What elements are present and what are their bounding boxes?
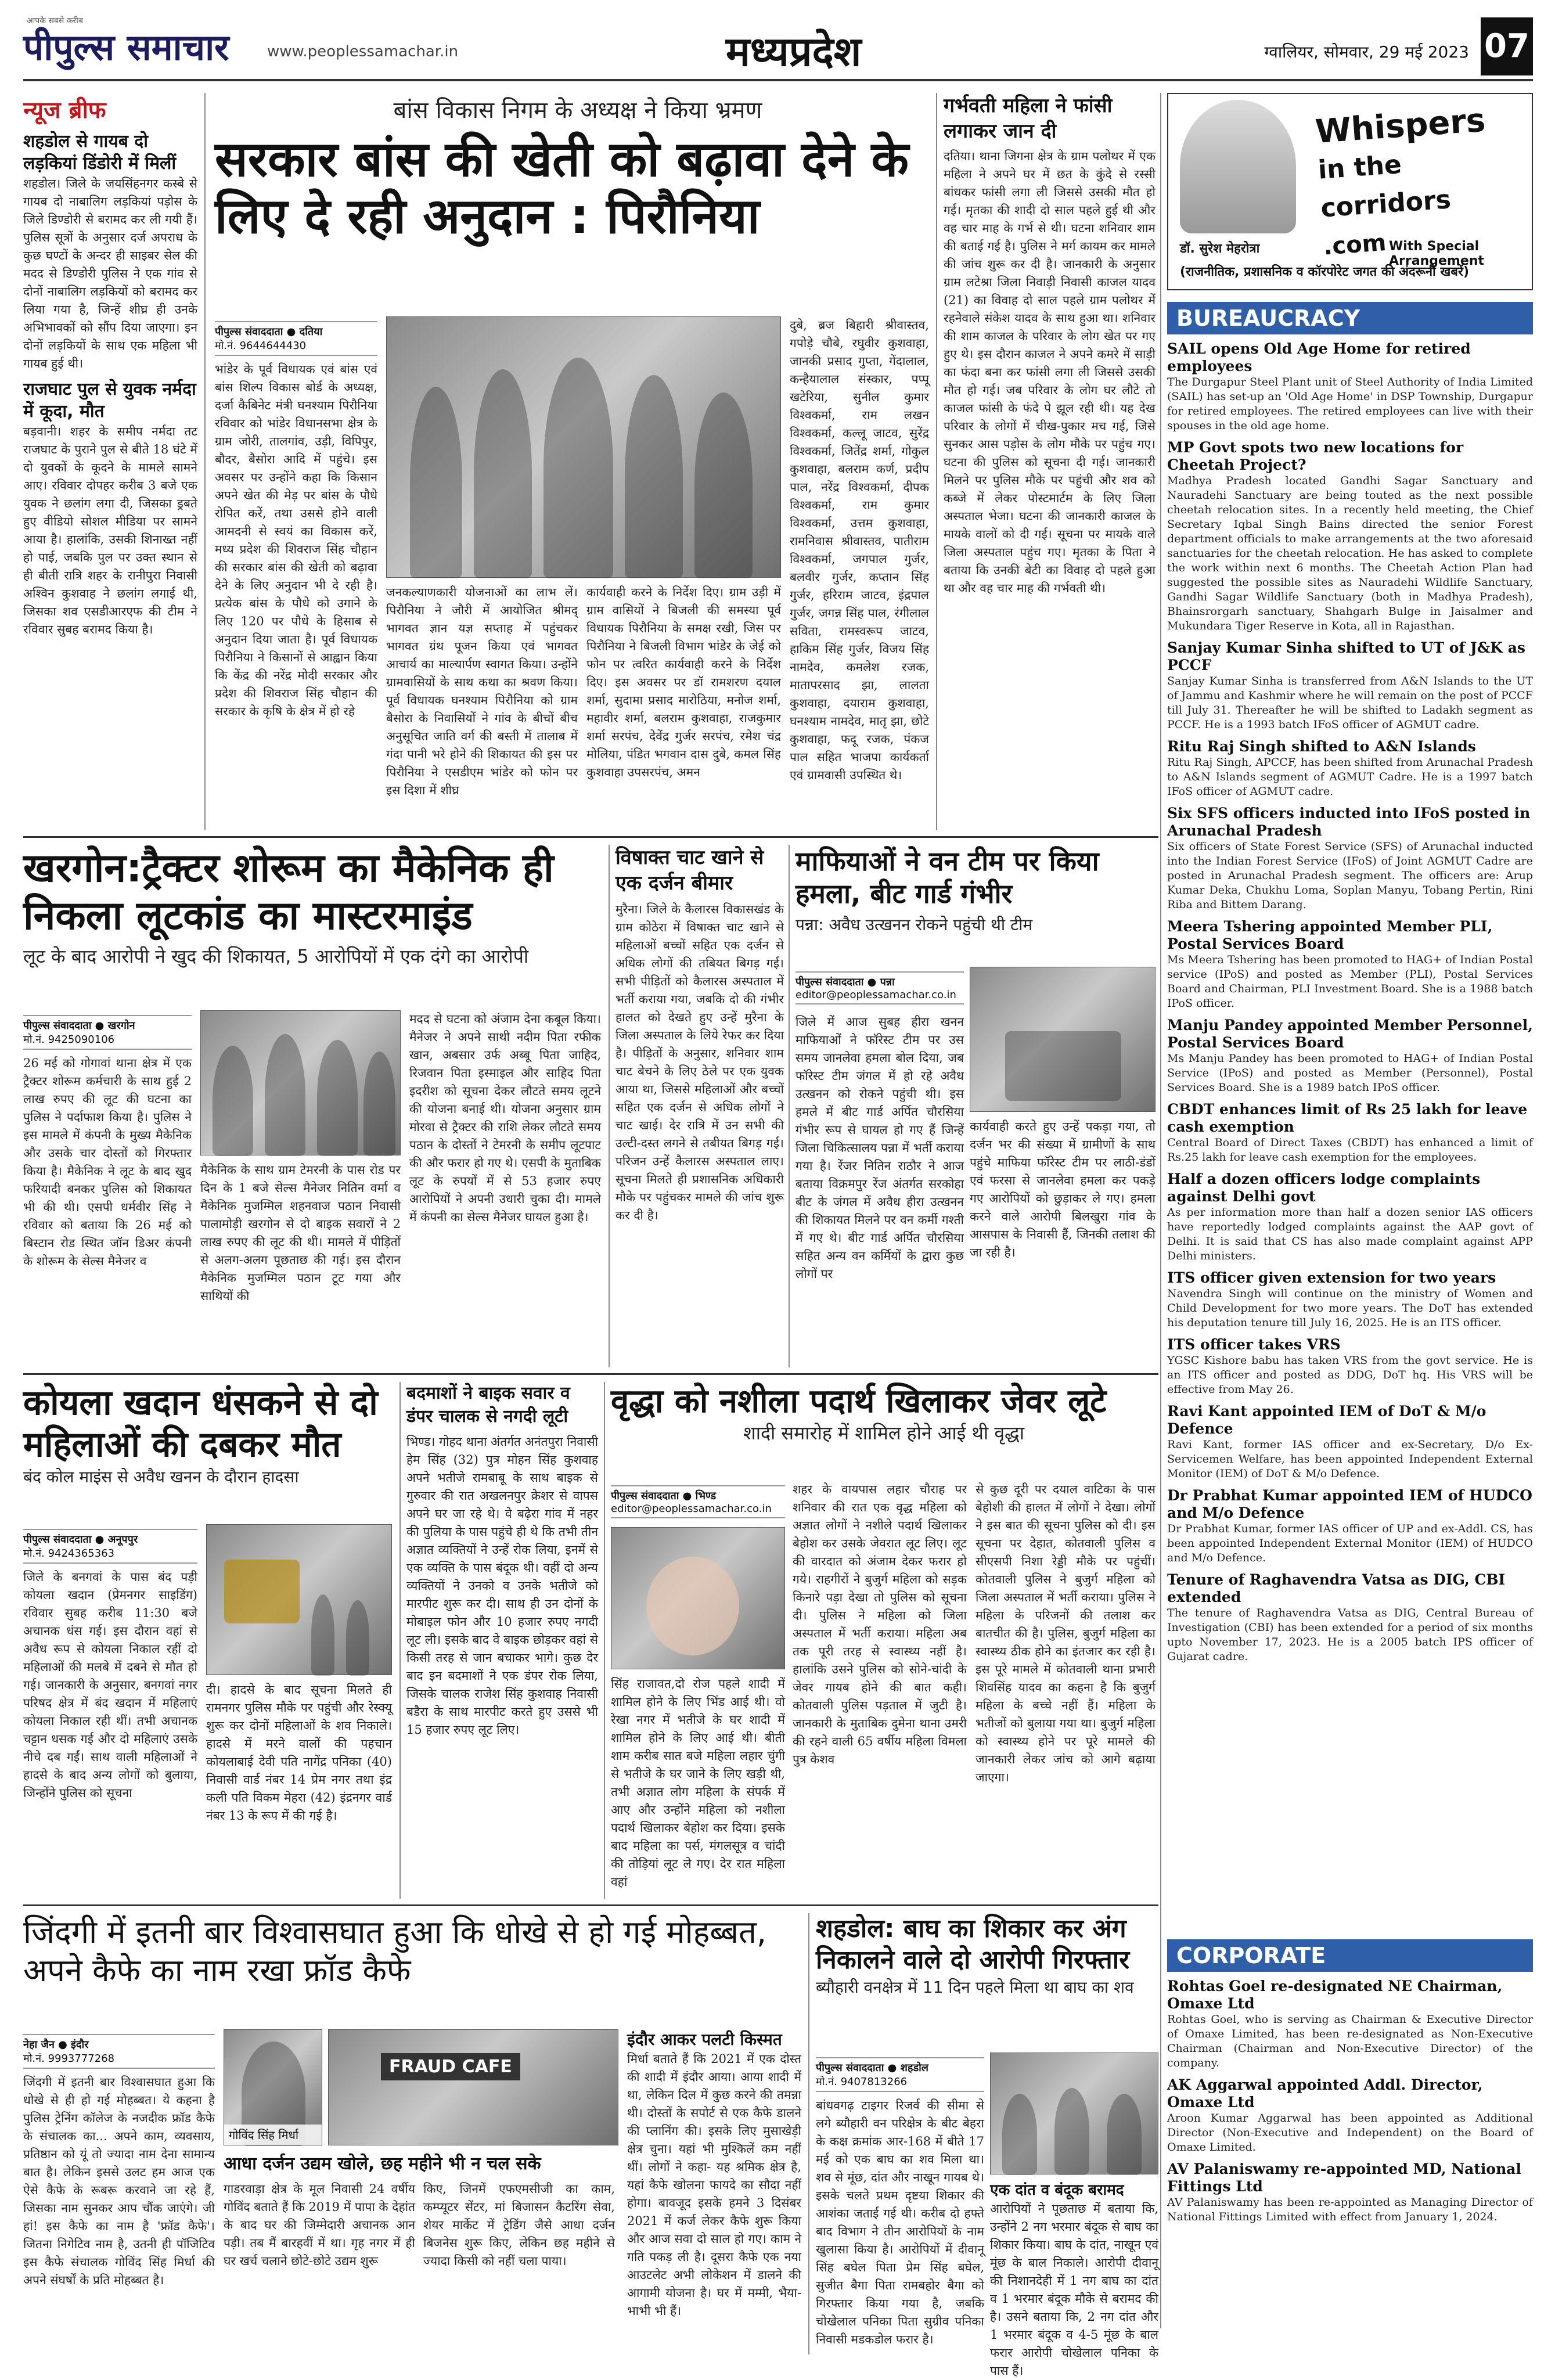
fraud-cafe-story (23, 1913, 801, 2029)
article-body: जनकल्याणकारी योजनाओं का लाभ लें। पिरौनिया ने जौरी में आयोजित श्रीमद् भागवत ज्ञान यज्ञ सप्ताह में पहुंचकर भागवत ग्रंथ पूजन किया एवं भागवत आचार्य का माल्यार्पण स्वागत किया। उन्होंने ग्रामवासियों के साथ कथा का श्रवण किया। पूर्व विधायक घनश्याम पिरौनिया को ग्राम बैसोरा के निवासियों ने गांव के बीचों बीच अनुसूचित जाति वर्ग की बस्ती में तालाब में गंदा पानी भरे होने की शिकायत की इस पर पिरौनिया ने एसडीएम भांडेर को फोन पर इस दिशा में शीघ्र (386, 585, 578, 797)
column-divider (936, 93, 937, 830)
bureaucracy-list (1167, 340, 1533, 1664)
poison-chaat-story (615, 845, 784, 1367)
news-brief-title: न्यूज ब्रीफ (23, 97, 106, 124)
photo-caption: गोविंद सिंह मिर्धा (224, 2125, 322, 2145)
cafe-owner-photo (224, 2029, 322, 2145)
column-divider (399, 1382, 401, 1899)
news-item-body: Ritu Raj Singh, APCCF, has been shifted from Arunachal Pradesh to A&N Islands segment of AGMUT Cadre. He is a 1997 batch IFoS officer of AGMUT cadre. (1167, 756, 1533, 798)
coal-column-2 (206, 1681, 392, 1899)
news-item-body: Central Board of Direct Taxes (CBDT) has enhanced a limit of Rs.25 lakh for leave cash exemption for the employees. (1167, 1136, 1533, 1164)
news-item-body: Dr Prabhat Kumar, former IAS officer of UP and ex-Addl. CS, has been appointed Independent External Monitor (IEM) of HUDCO and M/o Defence. (1167, 1522, 1533, 1564)
lead-column-3 (586, 584, 781, 827)
bureaucracy-title: BUREAUCRACY (1167, 302, 1533, 334)
khargone-photo (200, 1010, 401, 1155)
story-headline: शहडोल: बाघ का शिकार कर अंग निकालने वाले दो आरोपी गिरफ्तार (816, 1914, 1130, 1975)
article-body: जिंदगी में इतनी बार विश्वासघात हुआ कि धोखे से ही हो गई मोहब्बत। ये कहना है पुलिस ट्रेनिंग कॉलेज के नजदीक फ्रॉड कैफे के संचालक का... अपने काम, व्यवसाय, प्रतिष्ठान को यूं तो ज्यादा नाम देना सामान्य बात है। लेकिन इससे उलट हम आज एक ऐसे कैफे के रूबरू करवाने जा रहे हैं, जिसका नाम सुनकर आप चौंक जाएंगे। जी हां! इस कैफे का नाम है 'फ्रॉड कैफे'। जितना निगेटिव नाम है, उतनी ही पॉजिटिव इस कैफे संचालक गोविंद सिंह मिर्धा की अपने संघर्षों के प्रति मोहब्बत है। (23, 2075, 215, 2287)
article-body: भिण्ड। गोहद थाना अंतर्गत अनंतपुरा निवासी हेम सिंह (32) पुत्र मोहन सिंह कुशवाह अपने भतीजे रामबाबू के साथ बाइक से गुरुवार की रात अखलनपुर क्रेशर से वापस अपने घर जा रहे थे। वे बढ़ेरा गांव में नहर की पुलिया के पास पहुंचे ही थे कि तभी तीन अज्ञात व्यक्तियों ने उन्हें रोक लिया, इनमें से एक व्यक्ति के पास बंदूक थी। वहीं दो अन्य व्यक्तियों ने उनको व उनके भतीजे को मारपीट शुरू कर दी। साथ ही उन दोनों के मोबाइल फोन और 10 हजार रुपए नगदी लूट ली। इसके बाद वे बाइक छोड़कर वहां से किसी तरह से जान बचाकर भागे। कुछ देर बाद इन बदमाशों ने एक डंपर रोक लिया, जिसके चालक राजेश सिंह कुशवाह निवासी बडैरा के साथ मारपीट करते हुए उससे भी 15 हजार रुपए लूट लिए। (406, 1435, 598, 1737)
corporate-section (1167, 1939, 1533, 2346)
article-body: आरोपियों ने पूछताछ में बताया कि, उन्होंने 2 नग भरमार बंदूक से बाघ का शिकार किया। बाघ के दांत, नाखून एवं मूंछ के बाल निकाले। आरोपी दीवानू की निशानदेही में 1 नग बाघ का दांत व 1 भरमार बंदूक मौके से बरामद की है। उसने बताया कि, 2 नग दांत और 1 भरमार बंदूक व 4-5 मूंछ के बाल फरार आरोपी चोखेलाल पनिका के पास हैं। (990, 2202, 1158, 2378)
column-divider (808, 1913, 809, 2354)
news-item-body: Ravi Kant, former IAS officer and ex-Secretary, D/o Ex-Servicemen Welfare, has been appointed Independent External Monitor (IEM) of DoT & M/o Defence. (1167, 1438, 1533, 1480)
mafia-photo (970, 967, 1156, 1112)
news-item-body: As per information more than half a dozen senior IAS officers have reportedly lodged complaints against the AAP govt of Delhi. It is said that CS has also made complaint against APP Delhi ministers. (1167, 1206, 1533, 1262)
lead-column-4 (790, 316, 929, 827)
byline: पीपुल्स संवाददाता ● शहडोल मो.नं. 9407813266 (816, 2057, 984, 2092)
old-woman-story (611, 1382, 1157, 1481)
news-item-title: Dr Prabhat Kumar appointed IEM of HUDCO and M/o Defence (1167, 1487, 1532, 1521)
lead-photo (386, 316, 781, 578)
news-item-title: AK Aggarwal appointed Addl. Director, Omaxe Ltd (1167, 2076, 1483, 2111)
issue-date: ग्वालियर, सोमवार, 29 मई 2023 (1264, 42, 1469, 62)
page-number: 07 (1481, 17, 1533, 75)
news-item-body: Ms Manju Pandey has been promoted to HAG+ of Indian Postal Service (IPoS) and posted as Member (Personnel), Postal Services Board. She is a 1989 batch IPoS officer. (1167, 1052, 1533, 1094)
article-body: कार्यवाही करते हुए उन्हें पकड़ा गया, तो दर्जन भर की संख्या में ग्रामीणों के साथ पहुंचे माफिया फॉरेस्ट टीम पर लाठी-डंडों एवं फरसा से जानलेवा हमला कर पकड़े गए आरोपियों को छुड़ाकर ले गए। हमला करने वाले आरोपी बिलखुरा गांव के आसपास के निवासी हैं, जिनकी तलाश की जा रही है। (970, 1119, 1156, 1259)
row-divider (23, 836, 1158, 838)
news-item-title: SAIL opens Old Age Home for retired employees (1167, 340, 1471, 375)
article-body: किए, जिनमें एफएमसीजी का काम, कम्प्यूटर सेंटर, मां बिजासन कैटरिंग सेवा, शेयर मार्केट में ट्रेडिंग जैसे आधा दर्जन बिजनेस शुरू किए, लेकिन छह महीने से ज्यादा किसी को नहीं चला पाया। (423, 2182, 615, 2268)
story-headline: खरगोन:ट्रैक्टर शोरूम का मैकेनिक ही निकला लूटकांड का मास्टरमाइंड (23, 845, 554, 939)
story-headline: माफियाओं ने वन टीम पर किया हमला, बीट गार्ड गंभीर (796, 845, 1099, 909)
story-headline: जिंदगी में इतनी बार विश्वासघात हुआ कि धोखे से हो गई मोहब्बत, अपने कैफे का नाम रखा फ्रॉड कैफे (23, 1914, 767, 1989)
news-item-body: The tenure of Raghavendra Vatsa as DIG, Central Bureau of Investigation (CBI) has been extended for a period of six months upto November 17, 2023. He is a 2005 batch IPS officer of Gujarat cadre. (1167, 1607, 1533, 1663)
news-item-body: Aroon Kumar Aggarwal has been appointed as Additional Director (Non-Executive and Independent) on the Board of Omaxe Limited. (1167, 2112, 1533, 2154)
news-item-body: Madhya Pradesh located Gandhi Sagar Sanctuary and Nauradehi Sanctuary are being touted as the next possible cheetah relocation sites. In a recently held meeting, the Chief Secretary Iqbal Singh Bains directed the senior Forest department officials to make arrangements at the two aforesaid sanctuaries for the cheetah relocation. He has asked to complete the work within next 6 months. The Cheetah Action Plan had suggested the possible sites as Nauradehi Wildlife Sanctuary, Gandhi Sagar Wildlife Sanctuary (both in Madhya Pradesh), Bhainsrorgarh sanctuary, Shahgarh Bulge in Jaisalmer and Mukundara Tiger Reserve in Kota, all in Rajasthan. (1167, 474, 1533, 632)
coal-mine-story (23, 1382, 395, 1521)
news-item-body: AV Palaniswamy has been re-appointed as Managing Director of National Fittings Limited with effect from January 1, 2024. (1167, 2196, 1533, 2223)
news-item-title: Rohtas Goel re-designated NE Chairman, Omaxe Ltd (1167, 1978, 1503, 2012)
story-subheadline: लूट के बाद आरोपी ने खुद की शिकायत, 5 आरोपियों में एक दंगे का आरोपी (23, 945, 529, 967)
lead-kicker: बांस विकास निगम के अध्यक्ष ने किया भ्रमण (393, 97, 762, 124)
news-item-body: Sanjay Kumar Sinha is transferred from A&N Islands to the UT of Jammu and Kashmir where he will remain on the post of PCCF till July 31. Thereafter he will be shifted to Ladakh segment as PCCF. He is a 1993 batch IFoS officer of AGMUT cadre. (1167, 675, 1533, 731)
article-body: शहर के वायपास लहार चौराह पर शनिवार की रात एक वृद्ध महिला को अज्ञात लोगों ने नशीले पदार्थ खिलाकर बेहोश कर उसके जेवरात लूट लिए। लूट की वारदात को अंजाम देकर फरार हो गये। राहगीरों ने बुजुर्ग महिला को सड़क किनारे पड़ा देखा तो पुलिस को सूचना दी। पुलिस ने महिला को जिला अस्पताल में भर्ती कराया। महिला अब तक पूरी तरह से स्वास्थ्य नहीं है। हालांकि उसने पुलिस को सोने-चांदी के जेवर गायब होने की बात कही। कोतवाली पुलिस पड़ताल में जुटी है। जानकारी के मुताबिक दुमेना थाना उमरी की रहने वाली 65 वर्षीय महिला विमला पुत्र केशव (793, 1482, 967, 1766)
logo-tagline: आपके सबसे करीब (27, 16, 83, 26)
news-item-title: ITS officer given extension for two years (1167, 1269, 1496, 1286)
news-brief-column (23, 93, 197, 830)
column-divider (204, 93, 206, 830)
story-subheadline: पन्ना: अवैध उत्खनन रोकने पहुंची थी टीम (796, 915, 1033, 934)
mafia-column-2 (970, 1118, 1156, 1367)
news-item-title: Half a dozen officers lodge complaints against Delhi govt (1167, 1171, 1481, 1205)
khargone-column-1 (23, 1010, 192, 1370)
bar-headline: आधा दर्जन उद्यम खोले, छह महीने भी न चल सके (224, 2154, 541, 2174)
article-body: मैकेनिक के साथ ग्राम टेमरनी के पास रोड पर दिन के 1 बजे सेल्स मैनेजर नितिन वर्मा व मैकेनिक मुजम्मिल शहनवाज पठान निवासी पालामोड़ी खरगोन से दो बाइक सवारों ने 2 लाख रुपए की लूट की थी। मामले में पीड़ितों से अलग-अलग पूछताछ की गई। इस दौरान मैकेनिक मुजम्मिल पठान टूट गया और साथियों की (200, 1163, 401, 1303)
news-item-body: Rohtas Goel, who is serving as Chairman & Executive Director of Omaxe Limited, has been re-designated as Non-Executive Chairman (Chairman and Non-Executive Director) of the company. (1167, 2013, 1533, 2069)
byline: पीपुल्स संवाददाता ● खरगोन मो.नं. 9425090106 (23, 1015, 192, 1050)
fraud-cafe-column-1 (23, 2029, 215, 2354)
newspaper-logo: आपके सबसे करीब पीपुल्स समाचार (23, 16, 229, 69)
mafia-column-1 (796, 1013, 964, 1367)
column-divider (604, 1382, 605, 1899)
arrangement-note: With Special Arrangement (1389, 239, 1484, 268)
article-body: मदद से घटना को अंजाम देना कबूल किया। मैनेजर ने अपने साथी नदीम पिता रफीक खान, अबसार उर्फ अब्बू पिता जाहिद, रिजवान पिता इस्माइल और साहिद पिता इदरीश को सूचना देकर लौटते समय लूटने की योजना बनाई थी। योजना अनुसार ग्राम मोरवा से ट्रैक्टर की राशि लेकर लौटते समय पठान के दोस्तों ने टेमरनी के समीप लूटपाट की और फरार हो गए थे। एसपी के मुताबिक लूट के रुपयों में से 53 हजार रुपए आरोपियों ने अपनी उधारी चुका दी। मामले में कंपनी का सेल्स मैनेजर घायल हुआ है। (409, 1012, 601, 1224)
lead-column-1 (215, 316, 377, 827)
news-item-body: YGSC Kishore babu has taken VRS from the govt service. He is an ITS officer and posted as DDG, DoT hq. His VRS will be effective from May 26. (1167, 1354, 1533, 1396)
news-item-title: MP Govt spots two new locations for Cheetah Project? (1167, 439, 1464, 473)
news-item-title: CBDT enhances limit of Rs 25 lakh for leave cash exemption (1167, 1101, 1528, 1135)
article-body: दी। हादसे के बाद सूचना मिलते ही रामनगर पुलिस मौके पर पहुंची और रेस्क्यू शुरू कर दोनों महिलाओं के शव निकाले। हादसे में मरने वालों की पहचान कोयलाबाई देवी पति नागेंद्र पनिका (40) निवासी वार्ड नंबर 14 प्रेम नगर तथा इंद्र कली पति विकम मेहरा (42) इंद्रनगर वार्ड नंबर 13 के रूप में की गई है। (206, 1683, 392, 1823)
news-item-body: Navendra Singh will continue on the ministry of Women and Child Development for two more years. The DoT has extended his deputation tenure till July 16, 2025. He is an ITS officer. (1167, 1287, 1533, 1329)
coal-mine-photo (206, 1524, 392, 1675)
khargone-column-2 (200, 1161, 401, 1370)
story-headline: गर्भवती महिला ने फांसी लगाकर जान दी (944, 94, 1113, 143)
article-body: बांधवगढ़ टाइगर रिजर्व की सीमा से लगे ब्यौहारी वन परिक्षेत्र के बीट बेहरा के कक्ष क्रमांक आर-168 में बीते 17 मई को एक बाघ का शव मिला था। शव से मूंछ, दांत और नाखून गायब थे। इसके चलते प्रथम दृष्टया शिकार की आशंका जताई गई थी। करीब दो हफ्ते बाद विभाग ने तीन आरोपियों के नाम खुलासा किया है। आरोपियों में दीवानू सिंह बघेल पिता प्रेम सिंह बघेल, सुजीत बैगा पिता रामबहोर बैगा को गिरफ्तार किया गया है, जबकि चोखेलाल पनिका पिता सुग्रीव पनिका निवासी मडकडोल फरार है। (816, 2098, 984, 2346)
story-headline: विषाक्त चाट खाने से एक दर्जन बीमार (615, 846, 764, 895)
story-headline: बदमाशों ने बाइक सवार व डंपर चालक से नगदी लूटी (406, 1383, 570, 1427)
bureaucracy-section (1167, 302, 1533, 1928)
tiger-column-2 (990, 2180, 1158, 2378)
author-name: डॉ. सुरेश मेहरोत्रा (1180, 242, 1260, 256)
news-item-title: Six SFS officers inducted into IFoS posted in Arunachal Pradesh (1167, 805, 1531, 839)
fraud-cafe-photo (328, 2029, 618, 2145)
story-headline: वृद्धा को नशीला पदार्थ खिलाकर जेवर लूटे (611, 1382, 1107, 1420)
article-body: दतिया। थाना जिगना क्षेत्र के ग्राम पलोथर में एक महिला ने अपने घर में छत के कुंदे से रस्सी बांधकर फांसी लगा ली जिससे उसकी मौत हो गई। मृतका की शादी दो साल पहले हुई थी और वह चार माह के गर्भ से थी। घटना शनिवार शाम की बताई गई है। पुलिस ने मर्ग कायम कर मामले की जांच शुरू कर दी है। जानकारी के अनुसार ग्राम लटेश्रा जिला निवाड़ी निवासी काजल यादव (21) का विवाह दो साल पहले ग्राम पलोथर में रहनेवाले संकेश यादव के साथ हुआ था। शनिवार की शाम काजल के परिवार के लोग खेत पर गए हुए थे। इस दौरान काजल ने अपने कमरे में साड़ी का फंदा बना कर फांसी लगा ली जिससे उसकी मौत हो गई। जब परिवार के लोग घर लौटे तो काजल फांसी के फंदे पे झूल रही थी। यह देख परिवार के लोगों में चीख-पुकार मच गई, जिसे सुनकर आस पड़ोस के लोग मौके पर पहुंच गए। घटना की पुलिस को सूचना दी गई। जानकारी मिलने पर पुलिस मौके पर पहुंची और शव को कब्जे में लेकर पोस्टमार्टम के लिए जिला अस्पताल भेजा। घटना की जानकारी काजल के मायके वालों को दी गई। सूचना पर मायके वाले जिला अस्पताल पहुंच गए। मृतका के पिता ने बताया कि उनकी बेटी का विवाह दो पहले हुआ था और वह चार माह की गर्भवती थी। (944, 149, 1156, 595)
article-body: जिले में आज सुबह हीरा खनन माफियाओं ने फॉरेस्ट टीम पर उस समय जानलेवा हमला बोल दिया, जब फॉरेस्ट टीम जंगल में हो रहे अवैध उत्खनन को रोकने पहुंची थी। इस हमले में बीट गार्ड अर्पित चौरसिया गंभीर रूप से घायल हो गए हैं जिन्हें जिला चिकित्सालय पन्ना में भर्ती कराया गया है। रेंजर नितिन राठौर ने आज बताया विक्रमपुर रेंज अंतर्गत सरकोहा बीट के जंगल में अवैध हीरा उत्खनन की शिकायत मिलने पर वन कर्मी गश्ती में गए थे। बीट गार्ड अर्पित चौरसिया सहित अन्य वन कर्मियों के द्वारा कुछ लोगों पर (796, 1015, 964, 1281)
whispers-box (1167, 93, 1533, 290)
section-title: मध्यप्रदेश (726, 28, 862, 75)
mafia-byline-column (796, 967, 964, 1013)
news-item-body: Six officers of State Forest Service (SFS) of Arunachal inducted into the Indian Forest Service (IFoS) of Joint AGMUT Cadre are posted in Arunachal Pradesh segment. The officers are: Arup Kumar Deka, Chukhu Loma, Soplan Manyu, Tobang Pertin, Rini Riba and Bittem Darang. (1167, 840, 1533, 911)
fraud-cafe-side (627, 2029, 801, 2354)
article-body: दुबे, ब्रज बिहारी श्रीवास्तव, गपोड़े चौबे, रघुवीर कुशवाहा, जानकी प्रसाद गुप्ता, गेंदालाल, कन्हैयालाल संस्कार, पप्पू खटेरिया, सुनील कुमार विश्वकर्मा, राम लखन विश्वकर्मा, कल्लू जाटव, सुरेंद्र विश्वकर्मा, जितेंद्र शर्मा, गोकुल कुशवाहा, बलराम कर्ण, प्रदीप पाल, नरेंद्र विश्वकर्मा, दीपक विश्वकर्मा, राम कुमार विश्वकर्मा, उत्तम कुशवाहा, रामनिवास श्रीवास्तव, पातीराम विश्वकर्मा, जगपाल गुर्जर, बलवीर गुर्जर, कप्तान सिंह गुर्जर, हरिराम जाटव, इंद्रपाल गुर्जर, जगन्न सिंह पाल, रंगीलाल सविता, रामस्वरूप जाटव, हाकिम सिंह गुर्जर, विजय सिंह नामदेव, कमलेश रजक, मातापरसाद झा, लालता कुशवाहा, दयाराम कुशवाहा, घनश्याम नामदेव, मातृ झा, छोटे कुशवाहा, फदू रजक, पंकज पाल सहित भाजपा कार्यकर्ता एवं ग्रामवासी उपस्थित थे। (790, 318, 929, 782)
article-body: मिर्धा बताते हैं कि 2021 में एक दोस्त की शादी में इंदौर आया। आया शादी में था, लेकिन दिल में कुछ करने की तमन्ना थी। दोस्तों के सपोर्ट से एक कैफे डालने की प्लानिंग की। इसके लिए मुसाखेड़ी क्षेत्र चुना। यहां भी मुश्किलें कम नहीं थीं। लोगों ने कहा- यह श्रमिक क्षेत्र है, यहां कैफे खोलना फायदे का सौदा नहीं होगा। बावजूद इसके हमने 3 दिसंबर 2021 में कर्ज लेकर कैफे शुरू किया और आज सवा दो साल हो गए। काम ने गति पकड़ ली है। दूसरा कैफे एक नया आउटलेट अभी लोकेशन में डालने की आगामी योजना है। घर में मम्मी, भैया-भाभी भी हैं। (627, 2052, 801, 2318)
lead-headline: सरकार बांस की खेती को बढ़ावा देने के लिए दे रही अनुदान : पिरौनिया (215, 131, 909, 244)
news-item-body: Ms Meera Tshering has been promoted to HAG+ of Indian Postal service (IPoS) and posted as Member (PLI), Postal Services Board and Chairman, PLI Investment Board. She is a 1988 batch IPoS officer. (1167, 953, 1533, 1010)
brief-body: बड़वानी। शहर के समीप नर्मदा तट राजघाट के पुराने पुल से बीते 18 घंटे में दो युवकों के कूदने के मामले सामने आए। रविवार दोपहर करीब 3 बजे एक युवक ने छलांग लगा दी, जिसका ड्रबते हुए वीडियो सोशल मीडिया पर सामने आया है। हालांकि, उसकी शिनाख्त नहीं हो पाई, जबकि पुल पर उक्त स्थान से ही बीती रात्रि शहर के रानीपुरा निवासी अश्विन कुशवाह ने छलांग लगाई थी, जिसका शव एसडीआरएफ की टीम ने रविवार सुबह बरामद किया है। (23, 424, 197, 636)
column-divider (609, 845, 610, 1367)
byline: नेहा जैन ● इंदौर मो.नं. 9993777268 (23, 2034, 215, 2069)
byline: पीपुल्स संवाददाता ● दतिया मो.नं. 9644644430 (215, 321, 377, 356)
news-item-title: AV Palaniswamy re-appointed MD, National Fittings Ltd (1167, 2161, 1521, 2195)
byline: पीपुल्स संवाददाता ● पन्ना editor@peoplessamachar.co.in (796, 971, 964, 1004)
story-subheadline: ब्यौहारी वनक्षेत्र में 11 दिन पहले मिला था बाघ का शव (816, 1978, 1134, 1997)
old-woman-column-3 (976, 1481, 1156, 1899)
old-woman-byline-column (611, 1481, 785, 1527)
article-body: 26 मई को गोगावां थाना क्षेत्र में एक ट्रैक्टर शोरूम कर्मचारी के साथ हुई 2 लाख रुपए की लूट की घटना का पुलिस ने पर्दाफाश किया है। पुलिस ने इस मामले में कंपनी के मुख्य मैकेनिक और उसके चार दोस्तों को गिरफ्तार किया है। मैकेनिक ने लूट के बाद खुद फरियादी बनकर पुलिस को शिकायत भी की थी। एसपी धर्मवीर सिंह ने रविवार को बताया कि 26 मई को बिस्टान रोड स्थित जॉन डिअर कंपनी के शोरूम के सेल्स मैनेजर व (23, 1056, 192, 1268)
tiger-story (816, 1913, 1158, 2053)
pregnant-woman-story (944, 93, 1156, 830)
old-woman-column-1 (793, 1481, 967, 1899)
coal-column-1 (23, 1524, 197, 1899)
tiger-accused-photo (990, 2053, 1158, 2174)
news-item-title: Ritu Raj Singh shifted to A&N Islands (1167, 738, 1476, 755)
tiger-column-1 (816, 2053, 984, 2354)
side-headline: इंदौर आकर पलटी किस्मत (627, 2030, 782, 2049)
article-body: मुरैना। जिले के कैलारस विकासखंड के ग्राम कोठेरा में विषाक्त चाट खाने से महिलाओं बच्चों सहित एक दर्जन से अधिक लोगों की तबियत बिगड़ गई। सभी पीड़ितों को कैलारस अस्पताल में भर्ती कराया गया, जबकि दो की गंभीर हालत को देखते हुए उन्हें मुरैना के जिला अस्पताल के लिये रेफर कर दिया है। पीड़ितों के अनुसार, शनिवार शाम चाट बेचने के लिए ठेले पर एक युवक आया था, जिससे महिलाओं और बच्चों सहित एक दर्जन से अधिक लोगों ने चाट खाई। देर रात्रि में उन सभी की उल्टी-दस्त लगने से तबीयत बिगड़ गई। परिजन उन्हें कैलारस अस्पताल लाए। सूचना मिलते ही प्रशासनिक अधिकारी मौके पर पहुंचकर मामले की जांच शुरू कर दी है। (615, 902, 784, 1222)
column-divider (1160, 93, 1161, 2328)
article-body: से कुछ दूरी पर दयाल वाटिका के पास बेहोशी की हालत में लोगों ने देखा। लोगों ने इस बात की सूचना पुलिस को दी। इस सूचना पर देहात, कोतवाली पुलिस व सीएसपी निशा रेड्डी मौके पर पहुंचीं। कोतवाली पुलिस ने बुजुर्ग महिला को जिला अस्पताल में भर्ती कराया। पुलिस ने महिला के परिजनों की तलाश कर बातचीत की है। पुलिस, बुजुर्ग महिला का स्वास्थ्य ठीक होने का इंतजार कर रही है। इस पूरे मामले में कोतवाली थाना प्रभारी शिवसिंह यादव का कहना है कि बुजुर्ग महिला के बच्चे नहीं हैं। महिला के भतीजों को बुलाया गया था। बुजुर्ग महिला को स्वास्थ्य होने पर पूरे मामले की जानकारी लेकर जांच को आगे बढ़ाया जाएगा। (976, 1482, 1156, 1784)
article-body: गाडरवाड़ा क्षेत्र के मूल निवासी 24 वर्षीय गोविंद बताते हैं कि 2019 में पापा के देहांत के बाद घर की जिम्मेदारी अचानक आन पड़ी। तब मैं बारहवीं में था। गृह नगर में ही घर खर्च चलाने छोटे-छोटे उद्यम शुरू (224, 2182, 415, 2268)
news-item-title: Manju Pandey appointed Member Personnel, Postal Services Board (1167, 1017, 1533, 1051)
byline: पीपुल्स संवाददाता ● अनूपपुर मो.नं. 9424365363 (23, 1529, 197, 1564)
corporate-list (1167, 1978, 1533, 2224)
story-subheadline: बंद कोल माइंस से अवैध खनन के दौरान हादसा (23, 1467, 299, 1486)
photo-subhead: एक दांत व बंदूक बरामद (990, 2181, 1124, 2199)
column-divider (789, 845, 790, 1367)
website-url[interactable]: www.peoplessamachar.in (267, 43, 459, 60)
brief-headline: शहडोल से गायब दो लड़कियां डिंडोरी में मिलीं (23, 131, 177, 174)
fraud-cafe-bar (224, 2151, 618, 2354)
corporate-title: CORPORATE (1167, 1939, 1533, 1972)
bike-robbery-story (406, 1382, 598, 1899)
story-headline: कोयला खदान धंसकने से दो महिलाओं की दबकर मौत (23, 1382, 378, 1465)
old-woman-photo (611, 1527, 785, 1669)
news-item-title: ITS officer takes VRS (1167, 1336, 1341, 1353)
byline: पीपुल्स संवाददाता ● भिण्ड editor@peoplessamachar.co.in (611, 1485, 785, 1518)
article-body: भांडेर के पूर्व विधायक एवं बांस एवं बांस शिल्प विकास बोर्ड के अध्यक्ष, दर्जा कैबिनेट मंत्री घनश्याम पिरौनिया रविवार को भांडेर विधानसभा क्षेत्र के ग्राम जोरी, तालगांव, उड़ी, विपिपुर, बौदर, बैसोरा आदि में पहुंचे। इस अवसर पर उन्होंने कहा कि किसान अपने खेत की मेड़ पर बांस के पौधे रोपित करें, तथा उससे होने वाली आमदनी से स्वयं का विकास करें, मध्य प्रदेश की शिवराज सिंह चौहान की सरकार बांस की खेती को बढ़ावा देने के लिए अनुदान भी दे रही है। प्रत्येक बांस के पौधे को उगाने के लिए 120 पर पौधे के हिसाब से अनुदान दिया जाता है। पूर्व विधायक पिरौनिया ने किसानों से आह्वान किया कि केंद्र की नरेंद्र मोदी सरकार और प्रदेश की शिवराज सिंह चौहान की सरकार के कृषि के क्षेत्र में हो रहे (215, 362, 377, 718)
brief-body: शहडोल। जिले के जयसिंहनगर कस्बे से गायब दो नाबालिग लड़कियां पड़ोस के जिले डिण्डोरी से बरामद कर ली गयी हैं। पुलिस सूत्रों के अनुसार दर्ज अपराध के कुछ घण्टों के अन्दर ही साइबर सेल की मदद से डिण्डोरी पुलिस ने एक गांव से दोनों नाबालिग लड़कियों को बरामद कर लिया गया है, जिन्हें शीघ्र ही उनके अभिभावकों को सौंप दिया जाएगा। इन दोनों लड़कियों के साथ एक महिला भी गायब हुई थी। (23, 177, 197, 370)
whispers-tagline: (राजनीतिक, प्रशासनिक व कॉरपोरेट जगत की अंदरूनी खबरें) (1180, 265, 1469, 279)
news-item-title: Meera Tshering appointed Member PLI, Postal Services Board (1167, 918, 1493, 952)
author-photo (1180, 100, 1296, 233)
news-item-body: The Durgapur Steel Plant unit of Steel Authority of India Limited (SAIL) has set-up an 'Old Age Home' in DSP Township, Durgapur for retired employees. The retired employees can live with their spouses in the old age home. (1167, 376, 1533, 432)
bar-columns (224, 2180, 618, 2270)
article-body: जिले के बनगवां के पास बंद पड़ी कोयला खदान (प्रेमनगर साइडिंग) रविवार सुबह करीब 11:30 बजे अचानक धंस गई। इस दौरान वहां से अवैध रूप से कोयला निकाल रहीं दो महिलाओं की मलबे में दबने से मौत हो गई। जानकारी के अनुसार, बनगवां नगर परिषद क्षेत्र में बंद खदान में महिलाएं कोयला निकाल रही थीं। तभी अचानक चट्टान धसक गई और दो महिलाएं उसके नीचे दब गईं। साथ वाली महिलाओं ने हादसे के बाद अन्य लोगों को बुलाया, जिन्होंने पुलिस को सूचना (23, 1570, 197, 1800)
masthead (23, 17, 1533, 81)
whispers-logo: Whispers in the corridors .com (1314, 101, 1487, 261)
row-divider (23, 1373, 1158, 1375)
article-body: कार्यवाही करने के निर्देश दिए। ग्राम उड़ी में ग्राम वासियों ने बिजली की समस्या पूर्व विधायक पिरौनिया के समक्ष रखी, जिस पर पिरौनिया ने बिजली विभाग भांडेर के जेई को फोन पर त्वरित कार्यवाही करने के निर्देश दिए। इस अवसर पर डॉ रामशरण दयाल शर्मा, सुदामा प्रसाद मारोठिया, मनोज शर्मा, महावीर शर्मा, बलराम कुशवाहा, राजकुमार शर्मा सरपंच, देवेंद्र गुर्जर सरपंच, रमेश चंद्र मोलिया, पंडित भगवान दास दुबे, कमल सिंह कुशवाहा उपसरपंच, अमन (586, 585, 781, 779)
cafe-sign: FRAUD CAFE (381, 2053, 520, 2080)
row-divider (23, 1904, 1158, 1906)
news-item-title: Ravi Kant appointed IEM of DoT & M/o Defence (1167, 1403, 1486, 1437)
lead-column-2 (386, 584, 578, 827)
khargone-column-3 (409, 1010, 601, 1370)
brief-headline: राजघाट पुल से युवक नर्मदा में कूदा, मौत (23, 379, 196, 422)
news-item-title: Sanjay Kumar Sinha shifted to UT of J&K as PCCF (1167, 639, 1526, 674)
old-woman-column-2 (611, 1675, 785, 1899)
article-body: सिंह राजावत,दो रोज पहले शादी में शामिल होने के लिए भिंड आई थी। वो रेखा नगर में भतीजे के घर शादी में शामिल होने के लिए आई थी। बीती शाम करीब सात बजे महिला लहार चुंगी से भतीजे के घर जाने के लिए खड़ी थी, तभी अज्ञात लोग महिला के संपर्क में आए और उन्होंने महिला को नशीला पदार्थ खिलाकर बेहोश कर दिया। इसके बाद महिला का पर्स, मंगलसूत्र व चांदी की तोड़ियां लूट ले गए। देर रात महिला वहां (611, 1677, 785, 1889)
story-subheadline: शादी समारोह में शामिल होने आई थी वृद्धा (743, 1422, 1025, 1444)
news-item-title: Tenure of Raghavendra Vatsa as DIG, CBI extended (1167, 1571, 1506, 1605)
